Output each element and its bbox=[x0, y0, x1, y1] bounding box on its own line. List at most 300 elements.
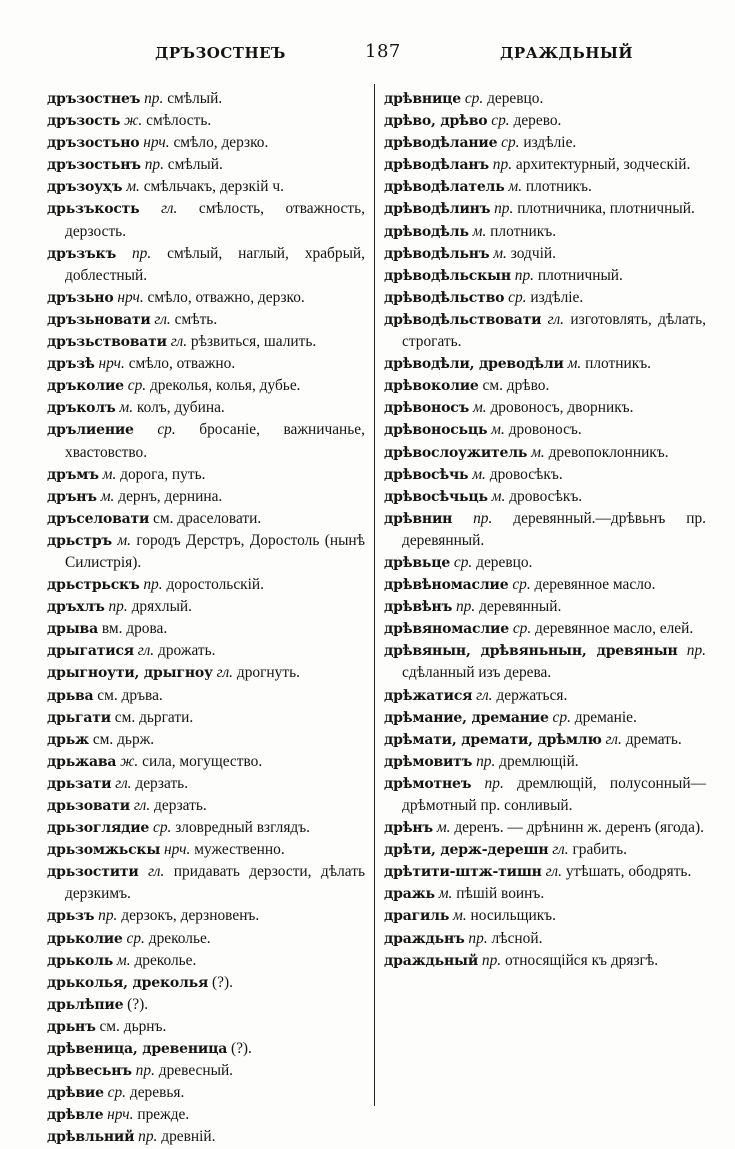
dictionary-entry bbox=[384, 419, 706, 441]
dictionary-entry bbox=[384, 221, 706, 243]
dictionary-entry bbox=[384, 176, 706, 198]
definition: изготовлять, дѣлать, строгать. bbox=[402, 310, 706, 351]
dictionary-entry bbox=[384, 198, 706, 220]
definition: вм. дрова. bbox=[101, 620, 168, 638]
headword: дрѣвеница, древеница bbox=[47, 1041, 228, 1058]
dictionary-entry bbox=[384, 508, 706, 552]
definition: деревянное масло, елей. bbox=[535, 620, 694, 638]
definition: сила, могущество. bbox=[142, 752, 263, 770]
headword: дрѣводѣлатель bbox=[384, 179, 505, 196]
dictionary-entry bbox=[47, 685, 365, 707]
headword: дрѣвоносьць bbox=[384, 422, 488, 439]
headword: дрьгати bbox=[47, 709, 111, 726]
definition: (?). bbox=[230, 1040, 252, 1058]
headword: дрьж bbox=[47, 731, 89, 748]
grammar-label: м. bbox=[102, 465, 117, 483]
grammar-label: м. bbox=[438, 885, 453, 903]
definition: дорога, путь. bbox=[120, 465, 206, 483]
dictionary-entry bbox=[384, 905, 706, 927]
definition: дерзать. bbox=[154, 797, 207, 814]
grammar-label: нрч. bbox=[98, 355, 125, 373]
dictionary-entry bbox=[47, 707, 365, 729]
grammar-label: м. bbox=[116, 951, 131, 969]
dictionary-entry bbox=[47, 331, 365, 353]
page-number: 187 bbox=[365, 41, 401, 62]
headword: дрьнъ bbox=[47, 1018, 96, 1035]
headword: дрѣвѣнъ bbox=[384, 599, 453, 616]
definition: дремать. bbox=[625, 730, 682, 748]
dictionary-entry bbox=[384, 839, 706, 861]
grammar-label: м. bbox=[472, 222, 487, 240]
definition: см. дьрнъ. bbox=[99, 1017, 167, 1035]
definition: деревянный.—дрѣвьнъ пр. деревянный. bbox=[402, 509, 706, 549]
dictionary-entry bbox=[384, 486, 706, 508]
headword: дрьколья, дреколья bbox=[47, 974, 209, 991]
definition: деренъ. — дрѣнинн ж. деренъ (ягода). bbox=[454, 819, 704, 837]
headword: дрѣвосѣчьць bbox=[384, 488, 488, 505]
definition: дровоносъ. bbox=[508, 421, 582, 439]
grammar-label: м. bbox=[100, 487, 115, 505]
headword: дрѣводѣль bbox=[384, 223, 469, 240]
definition: плотникъ. bbox=[585, 355, 652, 373]
dictionary-entry bbox=[384, 552, 706, 574]
dictionary-entry bbox=[47, 1126, 365, 1148]
definition: доростольскій. bbox=[166, 576, 264, 594]
dictionary-entry bbox=[384, 618, 706, 640]
definition: дровосѣкъ. bbox=[509, 487, 583, 505]
grammar-label: гл. bbox=[160, 200, 178, 218]
grammar-label: пр. bbox=[481, 951, 502, 969]
definition: дерево. bbox=[513, 112, 562, 130]
grammar-label: пр. bbox=[476, 752, 496, 770]
dictionary-entry bbox=[47, 1016, 365, 1038]
grammar-label: пр. bbox=[494, 200, 514, 218]
dictionary-entry bbox=[47, 928, 365, 950]
dictionary-entry bbox=[47, 375, 365, 397]
definition: издѣліе. bbox=[523, 134, 577, 152]
headword: дрьстръ bbox=[47, 532, 112, 549]
definition: сдѣланный изъ дерева. bbox=[402, 664, 552, 682]
headword: дрьстрьскъ bbox=[47, 577, 140, 594]
definition: (?). bbox=[127, 995, 149, 1013]
grammar-label: м. bbox=[436, 819, 451, 837]
headword: дрѣводѣланъ bbox=[384, 157, 489, 174]
headword: дрыва bbox=[47, 621, 98, 638]
definition: деревянный. bbox=[479, 598, 562, 616]
definition: прежде. bbox=[137, 1106, 190, 1124]
dictionary-entry bbox=[384, 287, 706, 309]
dictionary-entry bbox=[47, 419, 365, 463]
headword: дрѣвьце bbox=[384, 554, 451, 571]
definition: плотничный. bbox=[537, 266, 623, 284]
grammar-label: пр. bbox=[473, 509, 493, 527]
dictionary-entry bbox=[384, 110, 706, 132]
definition: плотничника, плотничный. bbox=[517, 200, 695, 218]
left-column bbox=[47, 88, 365, 1149]
dictionary-entry bbox=[47, 618, 365, 640]
grammar-label: м. bbox=[472, 399, 487, 417]
grammar-label: м. bbox=[453, 907, 467, 925]
dictionary-entry bbox=[47, 972, 365, 994]
headword: дрѣмовитъ bbox=[384, 753, 473, 770]
headword: дрѣвле bbox=[47, 1107, 104, 1124]
dictionary-entry bbox=[384, 596, 706, 618]
dictionary-entry bbox=[47, 817, 365, 839]
definition: смѣлость. bbox=[146, 112, 212, 130]
running-header bbox=[0, 41, 735, 74]
headword: дрьзостити bbox=[47, 864, 139, 881]
dictionary-entry bbox=[47, 176, 365, 198]
definition: смѣлый, наглый, храбрый, доблестный. bbox=[65, 244, 365, 284]
grammar-label: ж. bbox=[120, 752, 139, 770]
headword: дрьколь bbox=[47, 952, 114, 969]
grammar-label: ср. bbox=[508, 288, 527, 306]
dictionary-entry bbox=[47, 243, 365, 287]
grammar-label: гл. bbox=[216, 664, 234, 682]
headword: дръселовати bbox=[47, 510, 150, 527]
headword: дрьзомжьскы bbox=[47, 842, 161, 859]
definition: деревья. bbox=[129, 1084, 185, 1102]
grammar-label: гл. bbox=[154, 310, 171, 328]
dictionary-entry bbox=[47, 950, 365, 972]
definition: придавать дерзости, дѣлать дерзкимъ. bbox=[65, 863, 365, 903]
headword: дрѣвие bbox=[47, 1085, 104, 1102]
headword: дрьжава bbox=[47, 753, 117, 770]
grammar-label: м. bbox=[119, 399, 134, 417]
grammar-label: нрч. bbox=[143, 134, 170, 152]
grammar-label: пр. bbox=[138, 1128, 158, 1146]
dictionary-entry bbox=[384, 685, 706, 707]
definition: древній. bbox=[161, 1128, 216, 1146]
headword: дрѣводѣльствовати bbox=[384, 311, 542, 328]
definition: архитектурный, зодческій. bbox=[515, 156, 691, 174]
headword: дръзоуҳъ bbox=[47, 179, 123, 196]
headword: дръзѣ bbox=[47, 356, 95, 373]
definition: смѣльчакъ, дерзкій ч. bbox=[143, 178, 284, 196]
grammar-label: гл. bbox=[552, 841, 569, 859]
definition: дреколья, колья, дубье. bbox=[149, 377, 301, 395]
dictionary-entry bbox=[47, 464, 365, 486]
grammar-label: пр. bbox=[135, 1062, 155, 1080]
dictionary-entry bbox=[384, 265, 706, 287]
grammar-label: гл. bbox=[545, 863, 562, 881]
dictionary-entry bbox=[47, 198, 365, 242]
dictionary-entry bbox=[384, 950, 706, 972]
definition: деревянное масло. bbox=[534, 576, 656, 594]
grammar-label: ср. bbox=[152, 819, 172, 837]
grammar-label: пр. bbox=[144, 90, 164, 107]
grammar-label: пр. bbox=[455, 598, 476, 616]
headword: дрълиение bbox=[47, 422, 134, 439]
dictionary-entry bbox=[384, 640, 706, 684]
definition: носильщикъ. bbox=[470, 907, 556, 925]
definition: (?). bbox=[212, 973, 233, 991]
headword: дрьзъкость bbox=[47, 201, 140, 218]
header-right-word: ДРАЖДЬНЫЙ bbox=[500, 44, 634, 62]
definition: дреманіе. bbox=[574, 708, 637, 726]
headword: дрѣво, дрѣво bbox=[384, 113, 488, 130]
definition: деревцо. bbox=[487, 90, 544, 107]
definition: мужественно. bbox=[194, 841, 285, 859]
definition: дернъ, дернина. bbox=[118, 487, 223, 505]
dictionary-entry bbox=[47, 905, 365, 927]
definition: плотникъ. bbox=[525, 178, 592, 196]
definition: грабить. bbox=[572, 841, 627, 859]
grammar-label: нрч. bbox=[164, 841, 191, 859]
dictionary-entry bbox=[47, 353, 365, 375]
headword: дрѣводѣльнъ bbox=[384, 245, 490, 262]
dictionary-entry bbox=[47, 154, 365, 176]
column-divider bbox=[374, 84, 375, 1106]
headword: дрѣмотнеъ bbox=[384, 775, 472, 792]
grammar-label: пр. bbox=[492, 156, 513, 174]
grammar-label: м. bbox=[491, 421, 505, 439]
definition: издѣліе. bbox=[530, 288, 584, 306]
definition: дерзать. bbox=[135, 774, 189, 792]
headword: дрьзоглядие bbox=[47, 820, 150, 837]
headword: дрѣтити-штж-тишн bbox=[384, 864, 542, 881]
definition: дрогнуть. bbox=[236, 664, 300, 682]
headword: дръмъ bbox=[47, 466, 99, 483]
headword: дрѣвосѣчь bbox=[384, 466, 469, 483]
grammar-label: гл. bbox=[137, 642, 155, 660]
headword: дрьзати bbox=[47, 775, 112, 792]
dictionary-entry bbox=[47, 309, 365, 331]
headword: дрѣвѣномаслие bbox=[384, 577, 509, 594]
definition: дровосѣкъ. bbox=[489, 465, 563, 483]
headword: дрaждьнъ bbox=[384, 930, 465, 947]
headword: дрѣвнин bbox=[384, 510, 453, 527]
headword: дрънъ bbox=[47, 488, 97, 505]
grammar-label: гл. bbox=[147, 863, 165, 881]
dictionary-entry bbox=[384, 751, 706, 773]
headword: дрьлѣпие bbox=[47, 996, 124, 1013]
definition: относящійся къ дрязгѣ. bbox=[505, 951, 659, 969]
dictionary-entry bbox=[47, 397, 365, 419]
headword: дрѣмание, дремание bbox=[384, 709, 549, 726]
definition: деревцо. bbox=[476, 553, 533, 571]
dictionary-entry bbox=[47, 88, 365, 110]
definition: смѣло, отважно, дерзко. bbox=[147, 288, 305, 306]
definition: городъ Дерстръ, Доростоль (нынѣ Силистрія). bbox=[65, 531, 366, 571]
grammar-label: м. bbox=[491, 487, 506, 505]
grammar-label: м. bbox=[508, 178, 523, 196]
headword: дрѣнъ bbox=[384, 820, 433, 837]
definition: дерзокъ, дерзновенъ. bbox=[121, 907, 260, 925]
headword: дръзьновати bbox=[47, 311, 151, 328]
dictionary-entry bbox=[47, 839, 365, 861]
grammar-label: ср. bbox=[453, 553, 473, 571]
dictionary-entry bbox=[384, 574, 706, 596]
dictionary-entry bbox=[47, 508, 365, 530]
definition: рѣзвиться, шалить. bbox=[190, 333, 317, 351]
headword: дръзьно bbox=[47, 289, 114, 306]
headword: дръхлъ bbox=[47, 599, 105, 616]
grammar-label: гл. bbox=[115, 774, 132, 792]
grammar-label: гл. bbox=[547, 310, 565, 328]
grammar-label: м. bbox=[531, 443, 545, 461]
grammar-label: гл. bbox=[605, 730, 622, 748]
headword: дражь bbox=[384, 886, 435, 903]
header-left-word: ДРЪЗОСТНЕЪ bbox=[155, 44, 286, 62]
grammar-label: ж. bbox=[124, 112, 143, 130]
grammar-label: пр. bbox=[484, 774, 504, 792]
headword: дрѣвоколие bbox=[384, 378, 479, 395]
dictionary-entry bbox=[47, 861, 365, 905]
grammar-label: ср. bbox=[512, 576, 531, 594]
headword: дръзостьно bbox=[47, 135, 140, 152]
dictionary-entry bbox=[47, 287, 365, 309]
definition: дряхлый. bbox=[131, 598, 192, 616]
grammar-label: ср. bbox=[127, 377, 147, 395]
headword: дрѣводѣлание bbox=[384, 135, 498, 152]
headword: дрaждьный bbox=[384, 952, 479, 969]
grammar-label: пр. bbox=[144, 156, 164, 174]
grammar-label: пр. bbox=[108, 598, 128, 616]
dictionary-entry bbox=[384, 353, 706, 375]
dictionary-entry bbox=[384, 442, 706, 464]
headword: дрѣжатися bbox=[384, 687, 473, 704]
dictionary-entry bbox=[384, 707, 706, 729]
definition: плотникъ. bbox=[490, 222, 557, 240]
dictionary-entry bbox=[47, 662, 365, 684]
grammar-label: нрч. bbox=[107, 1106, 134, 1124]
dictionary-entry bbox=[384, 773, 706, 817]
definition: дреколье. bbox=[148, 929, 211, 947]
definition: дрожать. bbox=[158, 642, 216, 660]
definition: см. дръва. bbox=[97, 686, 163, 704]
headword: дръколие bbox=[47, 378, 124, 395]
headword: дрѣводѣли, древодѣли bbox=[384, 356, 564, 373]
definition: бросаніе, важничанье, хвастовство. bbox=[65, 421, 365, 461]
grammar-label: м. bbox=[117, 531, 131, 549]
headword: дръзьствовати bbox=[47, 334, 167, 351]
headword: дрѣти, держ-дерешн bbox=[384, 842, 549, 859]
headword: дръзъкъ bbox=[47, 245, 116, 262]
headword: дрѣвнице bbox=[384, 91, 461, 107]
dictionary-entry bbox=[384, 928, 706, 950]
dictionary-entry bbox=[384, 88, 706, 110]
grammar-label: нрч. bbox=[117, 288, 144, 306]
dictionary-entry bbox=[384, 883, 706, 905]
definition: смѣлый. bbox=[167, 90, 223, 107]
definition: дреколье. bbox=[134, 951, 197, 969]
headword: дръзостьнъ bbox=[47, 157, 141, 174]
grammar-label: м. bbox=[493, 244, 507, 262]
definition: утѣшать, ободрять. bbox=[565, 863, 692, 881]
definition: см. дьргати. bbox=[114, 708, 194, 726]
dictionary-entry bbox=[47, 486, 365, 508]
dictionary-entry bbox=[47, 596, 365, 618]
dictionary-entry bbox=[47, 994, 365, 1016]
definition: смѣть. bbox=[174, 310, 218, 328]
grammar-label: ср. bbox=[501, 134, 520, 152]
headword: дрѣводѣлинъ bbox=[384, 201, 491, 218]
dictionary-entry bbox=[47, 795, 365, 817]
grammar-label: пр. bbox=[686, 642, 706, 660]
dictionary-entry bbox=[47, 773, 365, 795]
dictionary-entry bbox=[384, 243, 706, 265]
dictionary-entry bbox=[47, 132, 365, 154]
definition: см. дрaселовати. bbox=[153, 509, 262, 527]
dictionary-entry bbox=[384, 817, 706, 839]
headword: дръколъ bbox=[47, 400, 116, 417]
headword: дрѣвльний bbox=[47, 1129, 135, 1146]
right-column bbox=[384, 88, 706, 972]
headword: дрѣвесьнъ bbox=[47, 1063, 132, 1080]
definition: зловредный взглядъ. bbox=[175, 819, 311, 837]
definition: колъ, дубина. bbox=[136, 399, 225, 417]
definition: см. дьрж. bbox=[92, 730, 155, 748]
grammar-label: гл. bbox=[170, 333, 188, 351]
headword: дрѣвоносъ bbox=[384, 400, 470, 417]
grammar-label: гл. bbox=[476, 686, 493, 704]
definition: пѣшій воинъ. bbox=[456, 885, 545, 903]
grammar-label: гл. bbox=[133, 797, 151, 814]
headword: дрьколие bbox=[47, 930, 123, 947]
dictionary-entry bbox=[47, 110, 365, 132]
grammar-label: м. bbox=[126, 178, 140, 196]
grammar-label: ср. bbox=[464, 90, 484, 107]
definition: смѣло, отважно. bbox=[128, 355, 236, 373]
headword: дрьзовати bbox=[47, 798, 130, 814]
grammar-label: пр. bbox=[468, 929, 488, 947]
headword: дръзостнеъ bbox=[47, 91, 141, 107]
dictionary-entry bbox=[47, 1060, 365, 1082]
dictionary-entry bbox=[47, 640, 365, 662]
definition: смѣлость, отважность, дерзость. bbox=[65, 200, 365, 240]
definition: лѣсной. bbox=[491, 929, 543, 947]
headword: дрaгиль bbox=[384, 908, 450, 925]
headword: дръзость bbox=[47, 113, 121, 130]
headword: дрѣмати, дремати, дрѣмлю bbox=[384, 731, 602, 748]
grammar-label: пр. bbox=[143, 576, 163, 594]
definition: смѣло, дерзко. bbox=[173, 134, 269, 152]
grammar-label: ср. bbox=[126, 929, 145, 947]
grammar-label: ср. bbox=[491, 112, 510, 130]
grammar-label: пр. bbox=[514, 266, 535, 284]
grammar-label: пр. bbox=[131, 244, 152, 262]
definition: смѣлый. bbox=[167, 156, 223, 174]
dictionary-entry bbox=[384, 375, 706, 397]
dictionary-entry bbox=[384, 729, 706, 751]
headword: дрьзъ bbox=[47, 908, 95, 925]
definition: дремлющій, полусонный—дрѣмотный пр. сонливый. bbox=[402, 774, 706, 814]
headword: дрьва bbox=[47, 687, 94, 704]
headword: дрѣводѣльство bbox=[384, 289, 505, 306]
dictionary-entry bbox=[47, 1082, 365, 1104]
dictionary-entry bbox=[384, 132, 706, 154]
headword: дрѣводѣльскын bbox=[384, 267, 511, 284]
headword: дрѣвяномаслие bbox=[384, 621, 509, 638]
dictionary-entry bbox=[47, 729, 365, 751]
definition: зодчій. bbox=[510, 244, 556, 262]
headword: дрѣвянын, дрѣвяньнын, древянын bbox=[384, 643, 678, 660]
dictionary-entry bbox=[47, 751, 365, 773]
dictionary-entry bbox=[384, 309, 706, 353]
dictionary-entry bbox=[47, 574, 365, 596]
dictionary-entry bbox=[47, 530, 365, 574]
headword: дрѣвослоужитель bbox=[384, 444, 528, 461]
definition: дровоносъ, дворникъ. bbox=[490, 399, 634, 417]
grammar-label: ср. bbox=[107, 1084, 127, 1102]
dictionary-entry bbox=[384, 464, 706, 486]
grammar-label: м. bbox=[567, 355, 582, 373]
grammar-label: ср. bbox=[512, 620, 532, 638]
dictionary-entry bbox=[384, 154, 706, 176]
definition: дремлющій. bbox=[499, 752, 579, 770]
definition: древопоклонникъ. bbox=[548, 443, 669, 461]
